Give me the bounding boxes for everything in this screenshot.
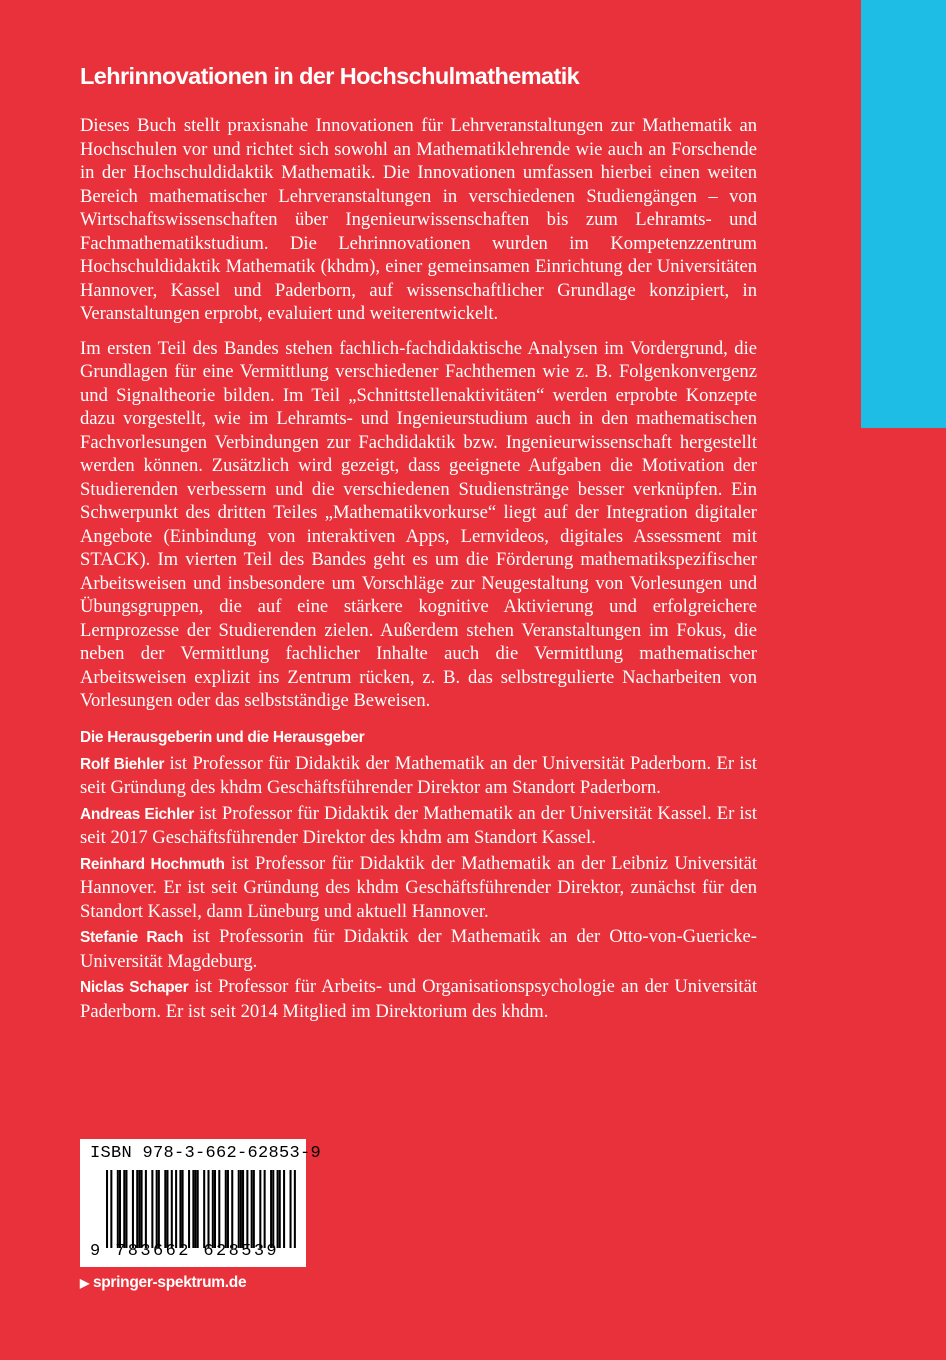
barcode-bar bbox=[242, 1170, 244, 1248]
barcode-bar bbox=[125, 1170, 127, 1248]
editor-description: ist Professor für Didaktik der Mathematik an der Universität Paderborn. Er ist seit Gründung des khdm Geschäftsführender Direktor am Standort Paderborn. bbox=[80, 752, 757, 798]
barcode-bar bbox=[238, 1170, 240, 1248]
barcode-bar bbox=[117, 1170, 119, 1248]
barcode-bar bbox=[145, 1170, 147, 1248]
contents-paragraph: Im ersten Teil des Bandes stehen fachlich-fachdidaktische Analysen im Vordergrund, die Grundlagen für eine Vermittlung verschiedener Fachthemen wie z. B. Folgenkonvergenz und Signaltheorie bilden. Im Teil „Schnittstellenaktivitäten“ werden erprobte Konzepte dazu vorgestellt, wie im Lehramts- und Ingenieurstudium auch in den mathematischen Fachvorlesungen Verbindungen zur Fachdidaktik bzw. Ingenieurwissenschaft hergestellt werden können. Zusätzlich wird gezeigt, dass geeignete Aufgaben die Motivation der Studierenden verbessern und die verschiedenen Studienstränge besser verknüpfen. Ein Schwerpunkt des dritten Teiles „Mathematikvorkurse“ liegt auf der Integration digitaler Angebote (Einbindung von interaktiven Apps, Lernvideos, digitales Assessment mit STACK). Im vierten Teil des Bandes geht es um die Förderung mathematikspezifischer Arbeitsweisen und insbesondere um Vorschläge zur Neugestaltung von Vorlesungen und Übungsgruppen, die auf eine stärkere kognitive Aktivierung und erfolgreichere Lernprozesse der Studierenden zielen. Außerdem stehen Veranstaltungen im Fokus, die neben der Vermittlung fachlicher Inhalte auch die Vermittlung mathematischer Arbeitsweisen explizit ins Zentrum rücken, z. B. das selbstregulierte Nacharbeiten von Vorlesungen oder das selbstständige Beweisen. bbox=[80, 337, 757, 711]
barcode-bar bbox=[240, 1170, 242, 1248]
barcode-bar bbox=[225, 1170, 227, 1248]
editor-description: ist Professor für Didaktik der Mathematik an der Universität Kassel. Er ist seit 2017 Geschäftsführender Direktor des khdm am Standort Kassel. bbox=[80, 802, 757, 848]
barcode-bar bbox=[156, 1170, 158, 1248]
barcode-bar bbox=[283, 1170, 285, 1248]
barcode-bar bbox=[214, 1170, 216, 1248]
barcode-bar bbox=[264, 1170, 266, 1248]
editor-bio bbox=[80, 925, 757, 973]
barcode-bar bbox=[203, 1170, 205, 1248]
ean-number: 9 783662 628539 bbox=[90, 1242, 280, 1261]
barcode-bar bbox=[246, 1170, 248, 1248]
barcode-bar bbox=[279, 1170, 281, 1248]
barcode-bar bbox=[290, 1170, 292, 1248]
editor-description: ist Professor für Didaktik der Mathematik an der Leibniz Universität Hannover. Er ist seit Gründung des khdm Geschäftsführender Direktor, zunächst für den Standort Kassel, dann Lüneburg und aktuell Hannover. bbox=[80, 852, 758, 922]
barcode-bar bbox=[270, 1170, 272, 1248]
barcode-bar bbox=[136, 1170, 138, 1248]
barcode-bar bbox=[231, 1170, 233, 1248]
editor-bio bbox=[80, 975, 757, 1023]
barcode-bar bbox=[141, 1170, 143, 1248]
barcode-bar bbox=[123, 1170, 125, 1248]
barcode-bar bbox=[218, 1170, 220, 1248]
editor-bio bbox=[80, 752, 757, 800]
editor-name: Stefanie Rach bbox=[80, 929, 184, 946]
barcode-bar bbox=[158, 1170, 160, 1248]
barcode-bar bbox=[227, 1170, 229, 1248]
barcode-bar bbox=[171, 1170, 173, 1248]
barcode-bar bbox=[253, 1170, 255, 1248]
barcode-bars bbox=[106, 1170, 296, 1248]
editor-name: Rolf Biehler bbox=[80, 755, 165, 773]
barcode-bar bbox=[212, 1170, 214, 1248]
barcode-bar bbox=[207, 1170, 209, 1248]
barcode-bar bbox=[277, 1170, 279, 1248]
barcode-bar bbox=[175, 1170, 177, 1248]
editor-name: Reinhard Hochmuth bbox=[80, 855, 225, 873]
editor-bio bbox=[80, 852, 757, 924]
editor-description: ist Professor für Arbeits- und Organisationspsychologie an der Universität Paderborn. Er ist seit 2014 Mitglied im Direktorium des khdm. bbox=[80, 976, 757, 1022]
arrow-right-icon: ▶ bbox=[80, 1276, 89, 1290]
barcode-bar bbox=[182, 1170, 184, 1248]
barcode-bar bbox=[197, 1170, 199, 1248]
barcode-bar bbox=[138, 1170, 140, 1248]
intro-paragraph: Dieses Buch stellt praxisnahe Innovationen für Lehrveranstaltungen zur Mathematik an Hochschulen vor und richtet sich sowohl an Mathematiklehrende wie auch an Forschende in der Hochschuldidaktik Mathematik. Die Innovationen umfassen hierbei einen weiten Bereich mathematischer Lehrveranstaltungen in verschiedenen Studiengängen – von Wirtschaftswissenschaften über Ingenieurwissenschaften bis zum Lehramts- und Fachmathematikstudium. Die Lehrinnovationen wurden im Kompetenzzentrum Hochschuldidaktik Mathematik (khdm), einer gemeinsamen Einrichtung der Universitäten Hannover, Kassel und Paderborn, auf wissenschaftlicher Grundlage konzipiert, in Veranstaltungen erprobt, evaluiert und weiterentwickelt. bbox=[80, 115, 757, 324]
barcode-bar bbox=[166, 1170, 168, 1248]
barcode-bar bbox=[151, 1170, 153, 1248]
barcode-bar bbox=[119, 1170, 121, 1248]
barcode-bar bbox=[110, 1170, 112, 1248]
publisher-url[interactable] bbox=[80, 1274, 246, 1292]
editor-bio bbox=[80, 802, 757, 850]
editor-name: Andreas Eichler bbox=[80, 805, 195, 823]
barcode-bar bbox=[179, 1170, 181, 1248]
editor-name: Niclas Schaper bbox=[80, 979, 189, 996]
isbn-label: ISBN 978-3-662-62853-9 bbox=[90, 1144, 322, 1163]
cyan-accent-tab bbox=[861, 0, 946, 428]
barcode-bar bbox=[192, 1170, 194, 1248]
barcode-bar bbox=[195, 1170, 197, 1248]
editors-heading: Die Herausgeberin und die Herausgeber bbox=[80, 728, 365, 746]
barcode-bar bbox=[272, 1170, 274, 1248]
editor-description: ist Professorin für Didaktik der Mathematik an der Otto-von-Guericke-Universität Magdeburg. bbox=[80, 926, 757, 972]
publisher-url-text: springer-spektrum.de bbox=[92, 1274, 247, 1291]
barcode-bar bbox=[132, 1170, 134, 1248]
back-cover-content bbox=[80, 62, 757, 1025]
isbn-barcode bbox=[80, 1139, 322, 1267]
barcode-bar bbox=[251, 1170, 253, 1248]
book-title: Lehrinnovationen in der Hochschulmathematik bbox=[80, 63, 580, 89]
barcode-bar bbox=[259, 1170, 261, 1248]
barcode-bar bbox=[294, 1170, 296, 1248]
barcode-bar bbox=[106, 1170, 108, 1248]
barcode-bar bbox=[164, 1170, 166, 1248]
barcode-bar bbox=[188, 1170, 190, 1248]
